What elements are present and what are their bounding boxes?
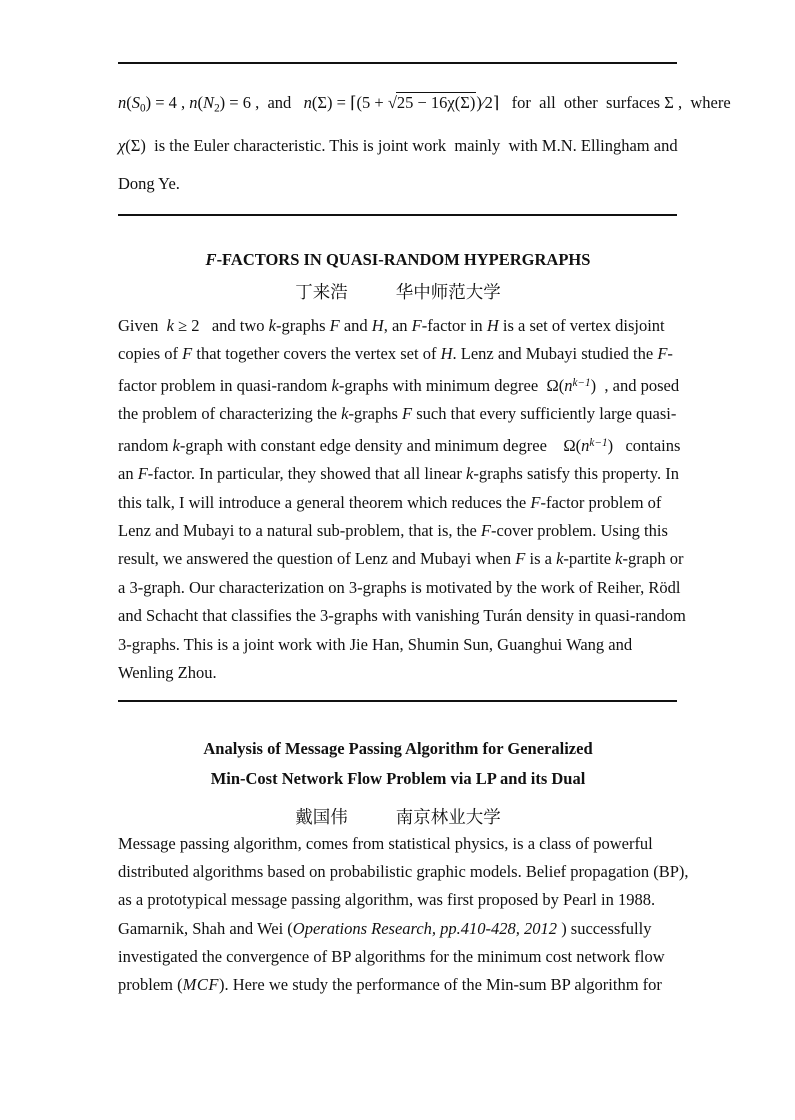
text-segment: the problem of characterizing the: [118, 404, 342, 424]
text-segment: F: [205, 250, 217, 269]
text-segment: problem (: [118, 975, 183, 995]
text-line: [118, 943, 678, 971]
text-segment: an: [118, 464, 138, 484]
text-segment: as a prototypical message passing algorithm, was first proposed by Pearl in 1988.: [118, 890, 656, 910]
text-segment: F: [182, 344, 193, 364]
text-line: [118, 340, 678, 368]
abstract2-body: [118, 830, 689, 999]
text-segment: 0: [140, 102, 146, 115]
text-segment: Given: [118, 316, 167, 335]
text-segment: and: [339, 316, 372, 335]
text-segment: Operations Research, pp.410-428, 2012: [292, 918, 558, 938]
text-segment: n: [581, 435, 590, 455]
text-segment: , an: [383, 316, 412, 335]
text-segment: k: [466, 464, 474, 484]
text-segment: MCF: [182, 975, 219, 995]
text-segment: Message passing algorithm, comes from statistical physics, is a class of powerful: [118, 834, 653, 853]
text-line: [118, 165, 678, 203]
text-segment: that together covers the vertex set of: [192, 344, 441, 364]
text-segment: (: [126, 93, 132, 112]
abstract1-title: [118, 248, 678, 272]
text-segment: F: [329, 316, 340, 335]
text-segment: ≥ 2 and two: [173, 316, 269, 335]
text-segment: n: [189, 93, 198, 112]
text-segment: ) = 4 ,: [145, 93, 190, 112]
text-segment: ) contains: [607, 435, 681, 455]
abstract2-author-affiliation: 南京林业大学: [395, 807, 501, 827]
text-segment: H: [371, 316, 384, 335]
text-line: [118, 915, 678, 943]
text-segment: -factor in: [421, 316, 487, 335]
text-segment: and Schacht that classifies the 3-graphs with vanishing Turán density in quasi-random: [118, 606, 686, 626]
text-segment: -cover problem. Using this: [491, 520, 668, 540]
text-segment: this talk, I will introduce a general theorem which reduces the: [118, 492, 531, 512]
text-segment: k−1: [572, 376, 591, 389]
text-line: [118, 574, 681, 602]
abstract2-authors: [118, 804, 678, 829]
text-segment: such that every sufficiently large quasi-: [412, 404, 677, 424]
text-segment: k: [268, 316, 276, 335]
text-segment: random: [118, 435, 173, 455]
text-segment: Min-Cost Network Flow Problem via LP and its Dual: [210, 769, 586, 788]
text-segment: F: [137, 464, 148, 484]
text-line: [118, 631, 678, 659]
text-segment: (: [197, 93, 204, 112]
text-line: [118, 248, 678, 272]
abstract1-authors: [118, 279, 678, 304]
radicand: 25 − 16χ(Σ): [396, 93, 476, 112]
text-segment: is a set of vertex disjoint: [498, 316, 665, 335]
text-segment: n: [303, 93, 312, 112]
radical-expression: [388, 92, 477, 112]
text-line: [118, 84, 731, 127]
text-segment: -factor problem of: [540, 492, 662, 512]
previous-abstract-fragment: [118, 84, 731, 203]
text-segment: )∕2⌉ for all other surfaces Σ , where: [476, 93, 731, 112]
text-segment: Gamarnik, Shah and Wei (: [118, 918, 293, 938]
text-line: [118, 858, 689, 886]
text-segment: Analysis of Message Passing Algorithm for Generalized: [203, 739, 593, 758]
text-segment: S: [131, 93, 140, 112]
abstract1-body: [118, 312, 686, 687]
abstract1-author-name: 丁来浩: [295, 282, 348, 302]
separator-rule-middle: [118, 214, 677, 216]
text-segment: factor problem in quasi-random: [118, 375, 332, 395]
text-line: [118, 429, 681, 460]
text-segment: H: [440, 344, 453, 364]
text-segment: 2: [214, 102, 220, 115]
text-segment: investigated the convergence of BP algorithms for the minimum cost network flow: [118, 946, 665, 966]
text-segment: k−1: [589, 436, 608, 449]
text-segment: -FACTORS IN QUASI-RANDOM HYPERGRAPHS: [216, 250, 591, 269]
text-segment: F: [480, 520, 491, 540]
text-segment: ) , and posed: [590, 375, 680, 395]
text-segment: k: [166, 316, 174, 335]
text-line: [118, 127, 678, 165]
text-segment: F: [515, 549, 526, 569]
text-segment: χ: [118, 136, 126, 156]
separator-rule-bottom: [118, 700, 677, 702]
text-line: [118, 602, 686, 630]
separator-rule-top: [118, 62, 677, 64]
text-segment: is a: [525, 549, 557, 569]
text-line: [118, 400, 678, 428]
abstract2-author-name: 戴国伟: [295, 807, 348, 827]
text-segment: -graphs with minimum degree Ω(: [338, 375, 565, 395]
text-segment: ). Here we study the performance of the Min-sum BP algorithm for: [218, 975, 662, 995]
text-segment: -graphs satisfy this property. In: [473, 464, 679, 484]
text-segment: k: [341, 404, 349, 424]
text-line: [118, 886, 678, 914]
text-segment: . Lenz and Mubayi studied the: [452, 344, 658, 364]
text-line: [118, 517, 678, 545]
radical-sign: √: [387, 93, 396, 112]
text-line: [118, 545, 684, 573]
text-segment: ) successfully: [557, 918, 652, 938]
text-segment: ) = 6 , and: [219, 93, 304, 112]
text-segment: -graphs: [276, 316, 330, 335]
text-segment: -factor. In particular, they showed that all linear: [147, 464, 467, 484]
text-segment: -: [667, 344, 673, 364]
text-segment: n: [564, 375, 573, 395]
text-segment: Dong Ye.: [118, 174, 180, 194]
text-segment: result, we answered the question of Lenz and Mubayi when: [118, 549, 516, 569]
text-segment: F: [657, 344, 668, 364]
abstract2-title: [118, 734, 678, 794]
text-segment: n: [118, 93, 127, 112]
text-segment: copies of: [118, 344, 183, 364]
text-segment: F: [530, 492, 541, 512]
text-line: [118, 369, 678, 400]
text-segment: k: [615, 549, 623, 569]
text-segment: (Σ) is the Euler characteristic. This is joint work mainly with M.N. Ellingham and: [125, 136, 678, 156]
text-line: [118, 734, 678, 764]
text-segment: H: [486, 316, 499, 335]
text-segment: k: [556, 549, 564, 569]
text-segment: -graphs: [348, 404, 403, 424]
text-segment: k: [172, 435, 180, 455]
text-segment: F: [402, 404, 413, 424]
text-segment: -graph or: [622, 549, 684, 569]
text-line: [118, 659, 678, 687]
text-segment: Lenz and Mubayi to a natural sub-problem, that is, the: [118, 520, 481, 540]
text-segment: distributed algorithms based on probabilistic graphic models. Belief propagation (BP),: [118, 862, 689, 882]
text-segment: F: [411, 316, 422, 335]
text-line: [118, 830, 678, 858]
text-line: [118, 764, 678, 794]
text-segment: Wenling Zhou.: [118, 662, 217, 682]
text-line: [118, 971, 678, 999]
text-segment: N: [203, 93, 215, 112]
text-segment: k: [331, 375, 339, 395]
text-segment: a 3-graph. Our characterization on 3-graphs is motivated by the work of Reiher, Rödl: [118, 577, 681, 597]
text-segment: -graph with constant edge density and minimum degree Ω(: [179, 435, 582, 455]
text-segment: -partite: [563, 549, 616, 569]
text-segment: (Σ) = ⌈(5 +: [311, 93, 388, 112]
abstract1-author-affiliation: 华中师范大学: [395, 282, 501, 302]
text-line: [118, 460, 678, 488]
text-line: [118, 489, 678, 517]
text-segment: 3-graphs. This is a joint work with Jie Han, Shumin Sun, Guanghui Wang and: [118, 634, 633, 654]
text-line: [118, 312, 678, 340]
